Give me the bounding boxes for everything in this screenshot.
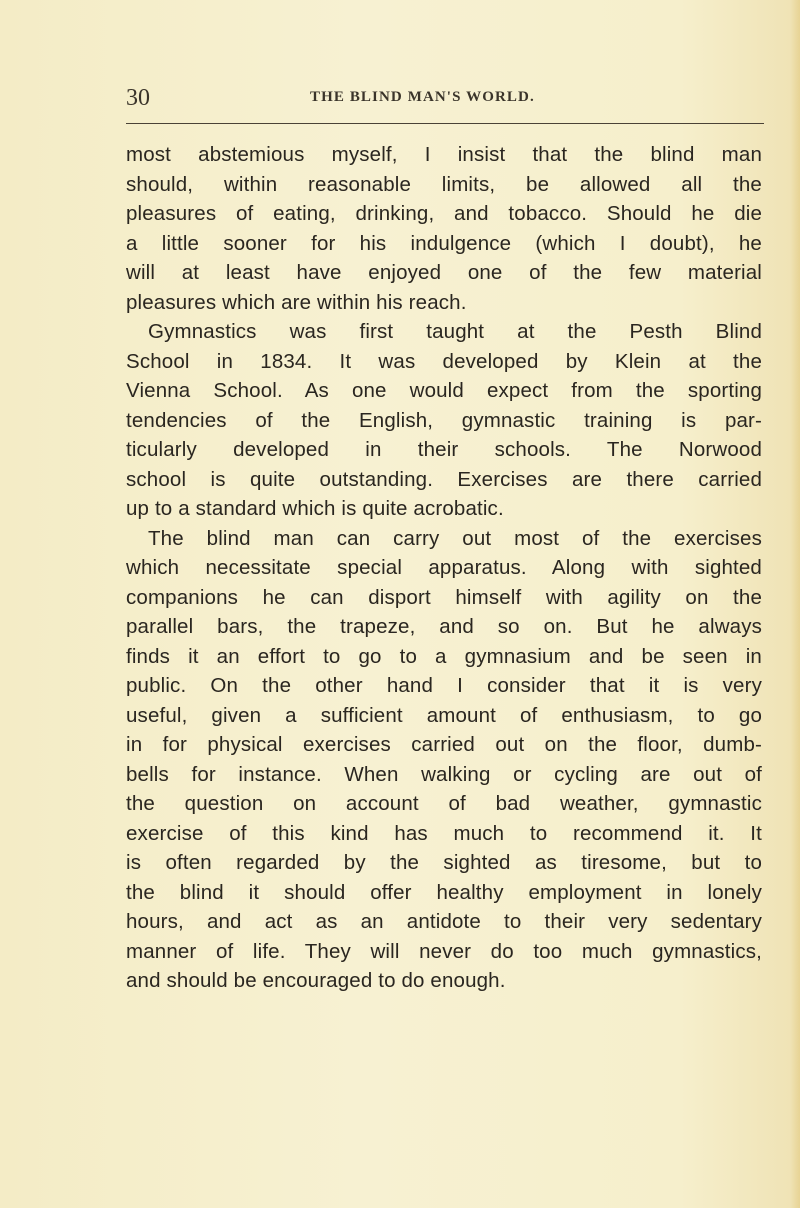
header-rule (126, 123, 764, 124)
text-line: is often regarded by the sighted as tiresome, but to (126, 851, 762, 874)
text-line: school is quite outstanding. Exercises are there carried (126, 467, 762, 491)
text-line: will at least have enjoyed one of the few material (126, 261, 762, 284)
text-line: a little sooner for his indulgence (which I doubt), he (126, 231, 762, 255)
text-line: parallel bars, the trapeze, and so on. But he always (126, 615, 762, 638)
text-line: ticularly developed in their schools. The Norwood (126, 438, 762, 461)
page-edge-shading (790, 0, 800, 1208)
text-line: pleasures of eating, drinking, and tobacco. Should he die (126, 202, 762, 225)
text-line: which necessitate special apparatus. Along with sighted (126, 556, 762, 579)
text-line: tendencies of the English, gymnastic training is par- (126, 408, 762, 432)
text-line: the blind it should offer healthy employment in lonely (126, 880, 762, 904)
page-header (126, 84, 766, 114)
text-line: the question on account of bad weather, gymnastic (126, 792, 762, 815)
text-line: pleasures which are within his reach. (126, 290, 467, 314)
text-line: companions he can disport himself with agility on the (126, 585, 762, 609)
text-line: useful, given a sufficient amount of enthusiasm, to go (126, 703, 762, 727)
text-line: public. On the other hand I consider that it is very (126, 674, 762, 697)
text-line: up to a standard which is quite acrobatic. (126, 497, 504, 520)
body-text (126, 140, 762, 996)
text-line: exercise of this kind has much to recommend it. It (126, 821, 762, 845)
text-line: finds it an effort to go to a gymnasium and be seen in (126, 644, 762, 668)
page-number: 30 (126, 85, 150, 111)
text-line: manner of life. They will never do too much gymnastics, (126, 939, 762, 963)
text-line: should, within reasonable limits, be allowed all the (126, 172, 762, 196)
text-line: Gymnastics was first taught at the Pesth Blind (148, 320, 762, 343)
text-line: and should be encouraged to do enough. (126, 969, 506, 992)
running-head: THE BLIND MAN'S WORLD. (310, 89, 535, 105)
text-line: The blind man can carry out most of the exercises (148, 526, 762, 550)
text-line: Vienna School. As one would expect from the sporting (126, 379, 762, 402)
text-line: hours, and act as an antidote to their very sedentary (126, 910, 762, 933)
text-line: bells for instance. When walking or cycling are out of (126, 762, 762, 786)
text-line: in for physical exercises carried out on the floor, dumb- (126, 733, 762, 756)
text-line: School in 1834. It was developed by Klein at the (126, 349, 762, 373)
text-line: most abstemious myself, I insist that the blind man (126, 143, 762, 166)
